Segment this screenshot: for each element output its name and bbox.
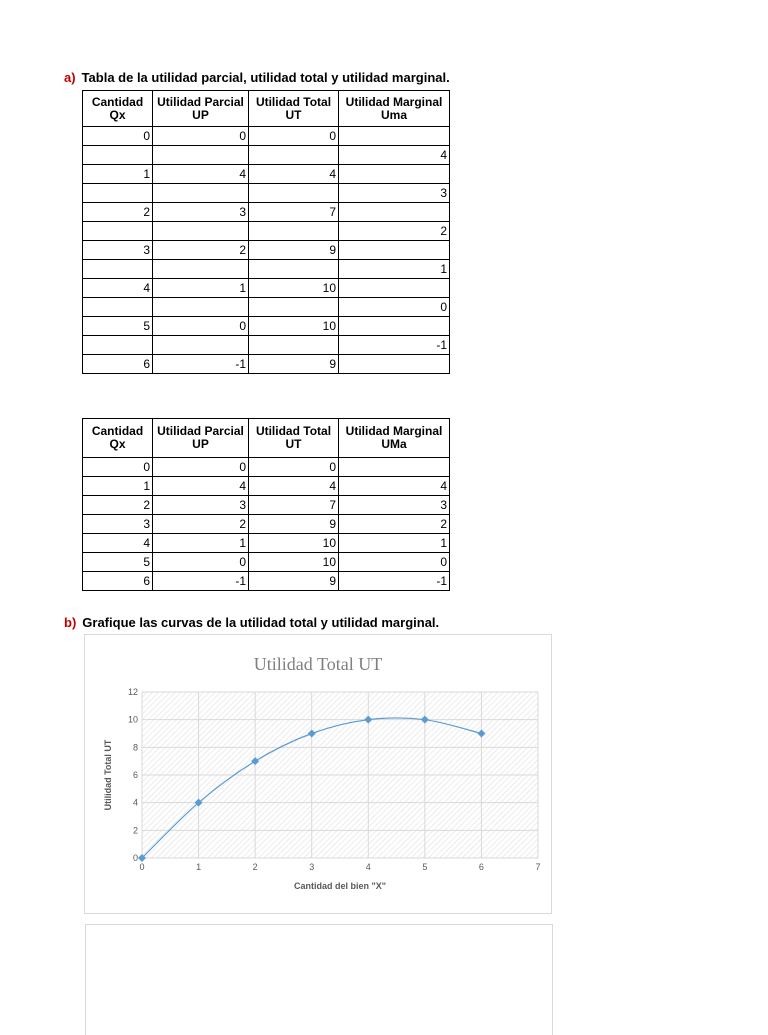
table-cell: 0 <box>339 298 450 317</box>
column-header-subtitle: UT <box>285 107 302 122</box>
x-tick-label: 7 <box>535 862 541 872</box>
column-header-subtitle: Qx <box>109 437 126 451</box>
table-cell: 1 <box>83 165 153 184</box>
table-cell: 3 <box>83 515 153 534</box>
column-header <box>153 91 249 127</box>
table-row <box>83 165 450 184</box>
table-row <box>83 534 450 553</box>
table-row <box>83 496 450 515</box>
table-cell: 3 <box>339 496 450 515</box>
x-tick-label: 4 <box>365 862 371 872</box>
utility-table-expanded <box>82 90 450 374</box>
column-header-subtitle: Uma <box>380 107 407 122</box>
table-cell: 2 <box>83 203 153 222</box>
table-cell: 4 <box>249 477 339 496</box>
table-cell: 0 <box>153 127 249 146</box>
table-cell <box>339 165 450 184</box>
column-header-subtitle: Qx <box>109 107 126 122</box>
table-cell: 0 <box>153 553 249 572</box>
y-tick-label: 8 <box>132 742 138 753</box>
table-cell: 4 <box>83 534 153 553</box>
section-b-label: b) <box>64 615 77 630</box>
table-cell: 0 <box>83 127 153 146</box>
section-a-text: Tabla de la utilidad parcial, utilidad total y utilidad marginal. <box>81 70 450 85</box>
table-cell: 10 <box>249 279 339 298</box>
table-cell <box>339 127 450 146</box>
table-cell: -1 <box>339 572 450 591</box>
table-cell: 4 <box>153 165 249 184</box>
table-row <box>83 222 450 241</box>
table-cell: -1 <box>339 336 450 355</box>
table-cell <box>249 336 339 355</box>
table-row <box>83 184 450 203</box>
column-header <box>249 91 339 127</box>
x-tick-label: 1 <box>196 862 202 872</box>
table-cell: 0 <box>249 127 339 146</box>
table-cell: -1 <box>153 572 249 591</box>
table-row <box>83 458 450 477</box>
y-axis-title: Utilidad Total UT <box>103 739 113 811</box>
table-cell: 7 <box>249 203 339 222</box>
table-cell <box>83 146 153 165</box>
table-cell: 3 <box>153 496 249 515</box>
table-cell <box>339 458 450 477</box>
table-cell <box>153 336 249 355</box>
column-header-title: Cantidad <box>91 94 144 109</box>
y-tick-label: 12 <box>127 687 138 697</box>
column-header <box>83 419 153 458</box>
table-row <box>83 355 450 374</box>
table-cell <box>153 184 249 203</box>
table-cell: 7 <box>249 496 339 515</box>
table-cell: 2 <box>153 241 249 260</box>
table-row <box>83 336 450 355</box>
table-cell: 5 <box>83 553 153 572</box>
column-header-subtitle: UP <box>192 437 209 451</box>
x-tick-label: 0 <box>139 862 145 872</box>
x-tick-label: 3 <box>309 862 315 872</box>
table-cell: 6 <box>83 355 153 374</box>
column-header-title: Utilidad Marginal <box>345 94 443 109</box>
table-cell <box>153 222 249 241</box>
table-cell <box>83 222 153 241</box>
column-header-title: Utilidad Parcial <box>157 424 244 438</box>
table-cell: 4 <box>339 477 450 496</box>
table-cell <box>249 222 339 241</box>
table-cell <box>339 241 450 260</box>
table-header-row <box>83 419 450 458</box>
total-utility-chart <box>84 634 552 914</box>
table-cell: 9 <box>249 241 339 260</box>
table-cell: 0 <box>83 458 153 477</box>
section-b-heading <box>64 615 439 630</box>
table-cell: 0 <box>153 458 249 477</box>
table-cell: 3 <box>153 203 249 222</box>
section-a-heading <box>64 70 450 85</box>
table-cell: 6 <box>83 572 153 591</box>
table-row <box>83 279 450 298</box>
column-header <box>249 419 339 458</box>
column-header-subtitle: UT <box>285 437 302 451</box>
table-cell <box>153 146 249 165</box>
table-row <box>83 298 450 317</box>
table-row <box>83 553 450 572</box>
table-cell: 5 <box>83 317 153 336</box>
table-row <box>83 477 450 496</box>
table-cell: 9 <box>249 572 339 591</box>
y-tick-label: 10 <box>127 714 138 725</box>
column-header-title: Cantidad <box>91 424 144 438</box>
column-header <box>83 91 153 127</box>
table-cell: 0 <box>339 553 450 572</box>
column-header-title: Utilidad Total <box>255 424 332 438</box>
table-cell: 2 <box>83 496 153 515</box>
table-cell: 0 <box>249 458 339 477</box>
x-tick-label: 2 <box>252 862 258 872</box>
table-row <box>83 260 450 279</box>
table-cell: 4 <box>153 477 249 496</box>
table-cell <box>249 146 339 165</box>
y-tick-label: 0 <box>132 853 138 863</box>
table-cell <box>249 184 339 203</box>
table-cell: 2 <box>339 515 450 534</box>
column-header <box>339 91 450 127</box>
table-row <box>83 317 450 336</box>
table-cell: 4 <box>83 279 153 298</box>
table-cell <box>83 260 153 279</box>
table-cell: 9 <box>249 515 339 534</box>
table-cell: -1 <box>153 355 249 374</box>
column-header-title: Utilidad Marginal <box>345 424 443 438</box>
table-cell: 1 <box>153 279 249 298</box>
table-cell: 2 <box>153 515 249 534</box>
table-cell <box>153 298 249 317</box>
table-cell: 1 <box>83 477 153 496</box>
table-cell <box>153 260 249 279</box>
table-cell: 10 <box>249 534 339 553</box>
table-cell <box>83 336 153 355</box>
table-cell: 2 <box>339 222 450 241</box>
y-tick-label: 2 <box>132 825 138 836</box>
table-cell: 9 <box>249 355 339 374</box>
table-cell: 4 <box>339 146 450 165</box>
chart-svg <box>85 635 551 913</box>
table-cell: 10 <box>249 553 339 572</box>
utility-table-compact <box>82 418 450 591</box>
table-cell <box>83 298 153 317</box>
table-cell <box>249 260 339 279</box>
table-cell: 10 <box>249 317 339 336</box>
table-row <box>83 241 450 260</box>
table-row <box>83 203 450 222</box>
column-header <box>339 419 450 458</box>
table-cell: 3 <box>83 241 153 260</box>
y-tick-label: 6 <box>132 770 138 780</box>
table-row <box>83 572 450 591</box>
section-a-label: a) <box>64 70 76 85</box>
table-cell: 1 <box>339 534 450 553</box>
table-cell <box>339 317 450 336</box>
table-row <box>83 515 450 534</box>
x-axis-title: Cantidad del bien "X" <box>293 881 387 891</box>
table-cell <box>249 298 339 317</box>
table-cell: 0 <box>153 317 249 336</box>
table-cell: 1 <box>153 534 249 553</box>
x-tick-label: 5 <box>422 862 428 872</box>
marginal-utility-chart-frame <box>85 924 553 1035</box>
table-row <box>83 127 450 146</box>
table-cell: 1 <box>339 260 450 279</box>
column-header-subtitle: UP <box>192 107 209 122</box>
y-tick-label: 4 <box>132 797 138 808</box>
table-header-row <box>83 91 450 127</box>
chart-title: Utilidad Total UT <box>253 654 383 674</box>
column-header-title: Utilidad Total <box>255 94 332 109</box>
column-header-title: Utilidad Parcial <box>157 94 244 109</box>
table-cell: 3 <box>339 184 450 203</box>
table-cell: 4 <box>249 165 339 184</box>
x-tick-label: 6 <box>478 862 484 872</box>
table-row <box>83 146 450 165</box>
column-header-subtitle: UMa <box>381 437 407 451</box>
section-b-text: Grafique las curvas de la utilidad total y utilidad marginal. <box>82 615 440 630</box>
table-cell <box>83 184 153 203</box>
column-header <box>153 419 249 458</box>
table-cell <box>339 355 450 374</box>
table-cell <box>339 279 450 298</box>
table-cell <box>339 203 450 222</box>
